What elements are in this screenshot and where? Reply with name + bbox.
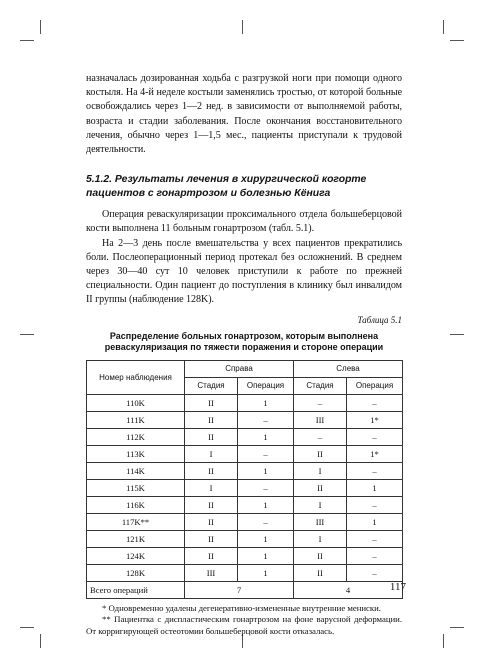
table-row [87,428,403,445]
cell-left-operation: – [347,462,403,479]
header-right: Справа [185,360,294,377]
cell-left-stage: II [294,479,347,496]
cell-left-stage: I [294,530,347,547]
cell-observation: 115K [87,479,185,496]
cell-left-stage: – [294,394,347,411]
body-paragraph: Операция реваскуляризации проксимального отдела большеберцовой кости выполнена 11 больным гонартрозом (табл. 5.1). [86,209,402,235]
cell-right-stage: II [185,530,238,547]
table-row [87,394,403,411]
crop-mark [450,334,464,335]
cell-right-stage: II [185,513,238,530]
cell-right-stage: II [185,411,238,428]
cell-right-operation: 1 [238,564,294,581]
total-right: 7 [185,581,294,598]
page-content [86,72,402,637]
footnote: * Одновременно удалены дегенеративно-измененные внутренние мениски. [102,602,381,613]
total-label: Всего операций [87,581,185,598]
cell-right-operation: 1 [238,496,294,513]
cell-left-operation: 1* [347,411,403,428]
cell-observation: 110K [87,394,185,411]
header-stage: Стадия [185,377,238,394]
table-row [87,547,403,564]
cell-right-operation: – [238,411,294,428]
crop-mark [20,334,34,335]
footnotes [86,603,402,638]
crop-mark [443,20,444,34]
header-operation: Операция [347,377,403,394]
cell-right-operation: 1 [238,394,294,411]
cell-observation: 111K [87,411,185,428]
cell-observation: 124K [87,547,185,564]
header-observation: Номер наблюдения [87,360,185,394]
cell-left-operation: 1* [347,445,403,462]
header-stage: Стадия [294,377,347,394]
table-row [87,445,403,462]
cell-right-operation: 1 [238,547,294,564]
cell-right-stage: I [185,445,238,462]
table-body [87,394,403,581]
cell-right-operation: – [238,445,294,462]
data-table [86,360,403,599]
total-row [87,581,403,598]
table-row [87,564,403,581]
crop-mark [242,20,243,34]
cell-left-stage: – [294,428,347,445]
cell-right-operation: – [238,479,294,496]
cell-right-stage: II [185,428,238,445]
cell-right-stage: II [185,496,238,513]
cell-right-stage: II [185,462,238,479]
crop-mark [40,20,41,34]
crop-mark [40,634,41,648]
cell-right-operation: 1 [238,462,294,479]
table-label: Таблица 5.1 [357,314,402,325]
table-row [87,411,403,428]
header-operation: Операция [238,377,294,394]
table-title: Распределение больных гонартрозом, которым выполнена реваскуляризация по тяжести поражения и стороне операции [104,330,384,353]
cell-right-stage: II [185,547,238,564]
cell-left-stage: I [294,462,347,479]
intro-paragraph: назначалась дозированная ходьба с разгрузкой ноги при помощи одного костыля. На 4-й неделе костыли заменялись тростью, от которой больные освобождались через 1—2 нед. в зависимости от выполняемой работы, возраста и стадии заболевания. После окончания восстановительного лечения, обычно через 1—1,5 мес., пациенты приступали к трудовой деятельности. [86,73,402,156]
table-row [87,479,403,496]
cell-observation: 113K [87,445,185,462]
cell-right-stage: I [185,479,238,496]
cell-left-operation: 1 [347,479,403,496]
cell-left-operation: – [347,547,403,564]
section-heading: 5.1.2. Результаты лечения в хирургической когорте пациентов с гонартрозом и болезнью Кёнига [86,174,367,199]
total-left: 4 [294,581,403,598]
table-row [87,513,403,530]
cell-left-stage: III [294,411,347,428]
cell-left-operation: – [347,428,403,445]
cell-observation: 114K [87,462,185,479]
cell-observation: 116K [87,496,185,513]
crop-mark [20,627,34,628]
cell-left-operation: – [347,394,403,411]
cell-left-stage: II [294,445,347,462]
crop-mark [20,40,34,41]
crop-mark [443,634,444,648]
cell-left-stage: II [294,547,347,564]
cell-left-operation: – [347,564,403,581]
cell-left-operation: – [347,530,403,547]
header-left: Слева [294,360,403,377]
cell-left-stage: I [294,496,347,513]
table-row [87,462,403,479]
cell-observation: 117K** [87,513,185,530]
cell-right-operation: – [238,513,294,530]
cell-observation: 121K [87,530,185,547]
cell-left-stage: II [294,564,347,581]
cell-right-stage: III [185,564,238,581]
cell-observation: 128K [87,564,185,581]
cell-right-operation: 1 [238,428,294,445]
cell-observation: 112K [87,428,185,445]
cell-left-operation: – [347,496,403,513]
cell-left-stage: III [294,513,347,530]
page-number: 117 [389,581,406,593]
table-row [87,496,403,513]
cell-left-operation: 1 [347,513,403,530]
crop-mark [450,627,464,628]
body-paragraph: На 2—3 день после вмешательства у всех пациентов прекратились боли. Послеоперационный период протекал без осложнений. В среднем через 30—40 сут 10 человек приступили к работе по прежней специальности. Один пациент до поступления в клинику был инвалидом II группы (наблюдение 128K). [86,237,402,306]
cell-right-operation: 1 [238,530,294,547]
cell-right-stage: II [185,394,238,411]
footnote: ** Пациентка с диспластическим гонартрозом на фоне варусной деформации. От корригирующей остеотомии большеберцовой кости отказалась. [86,614,402,636]
crop-mark [450,40,464,41]
table-row [87,530,403,547]
